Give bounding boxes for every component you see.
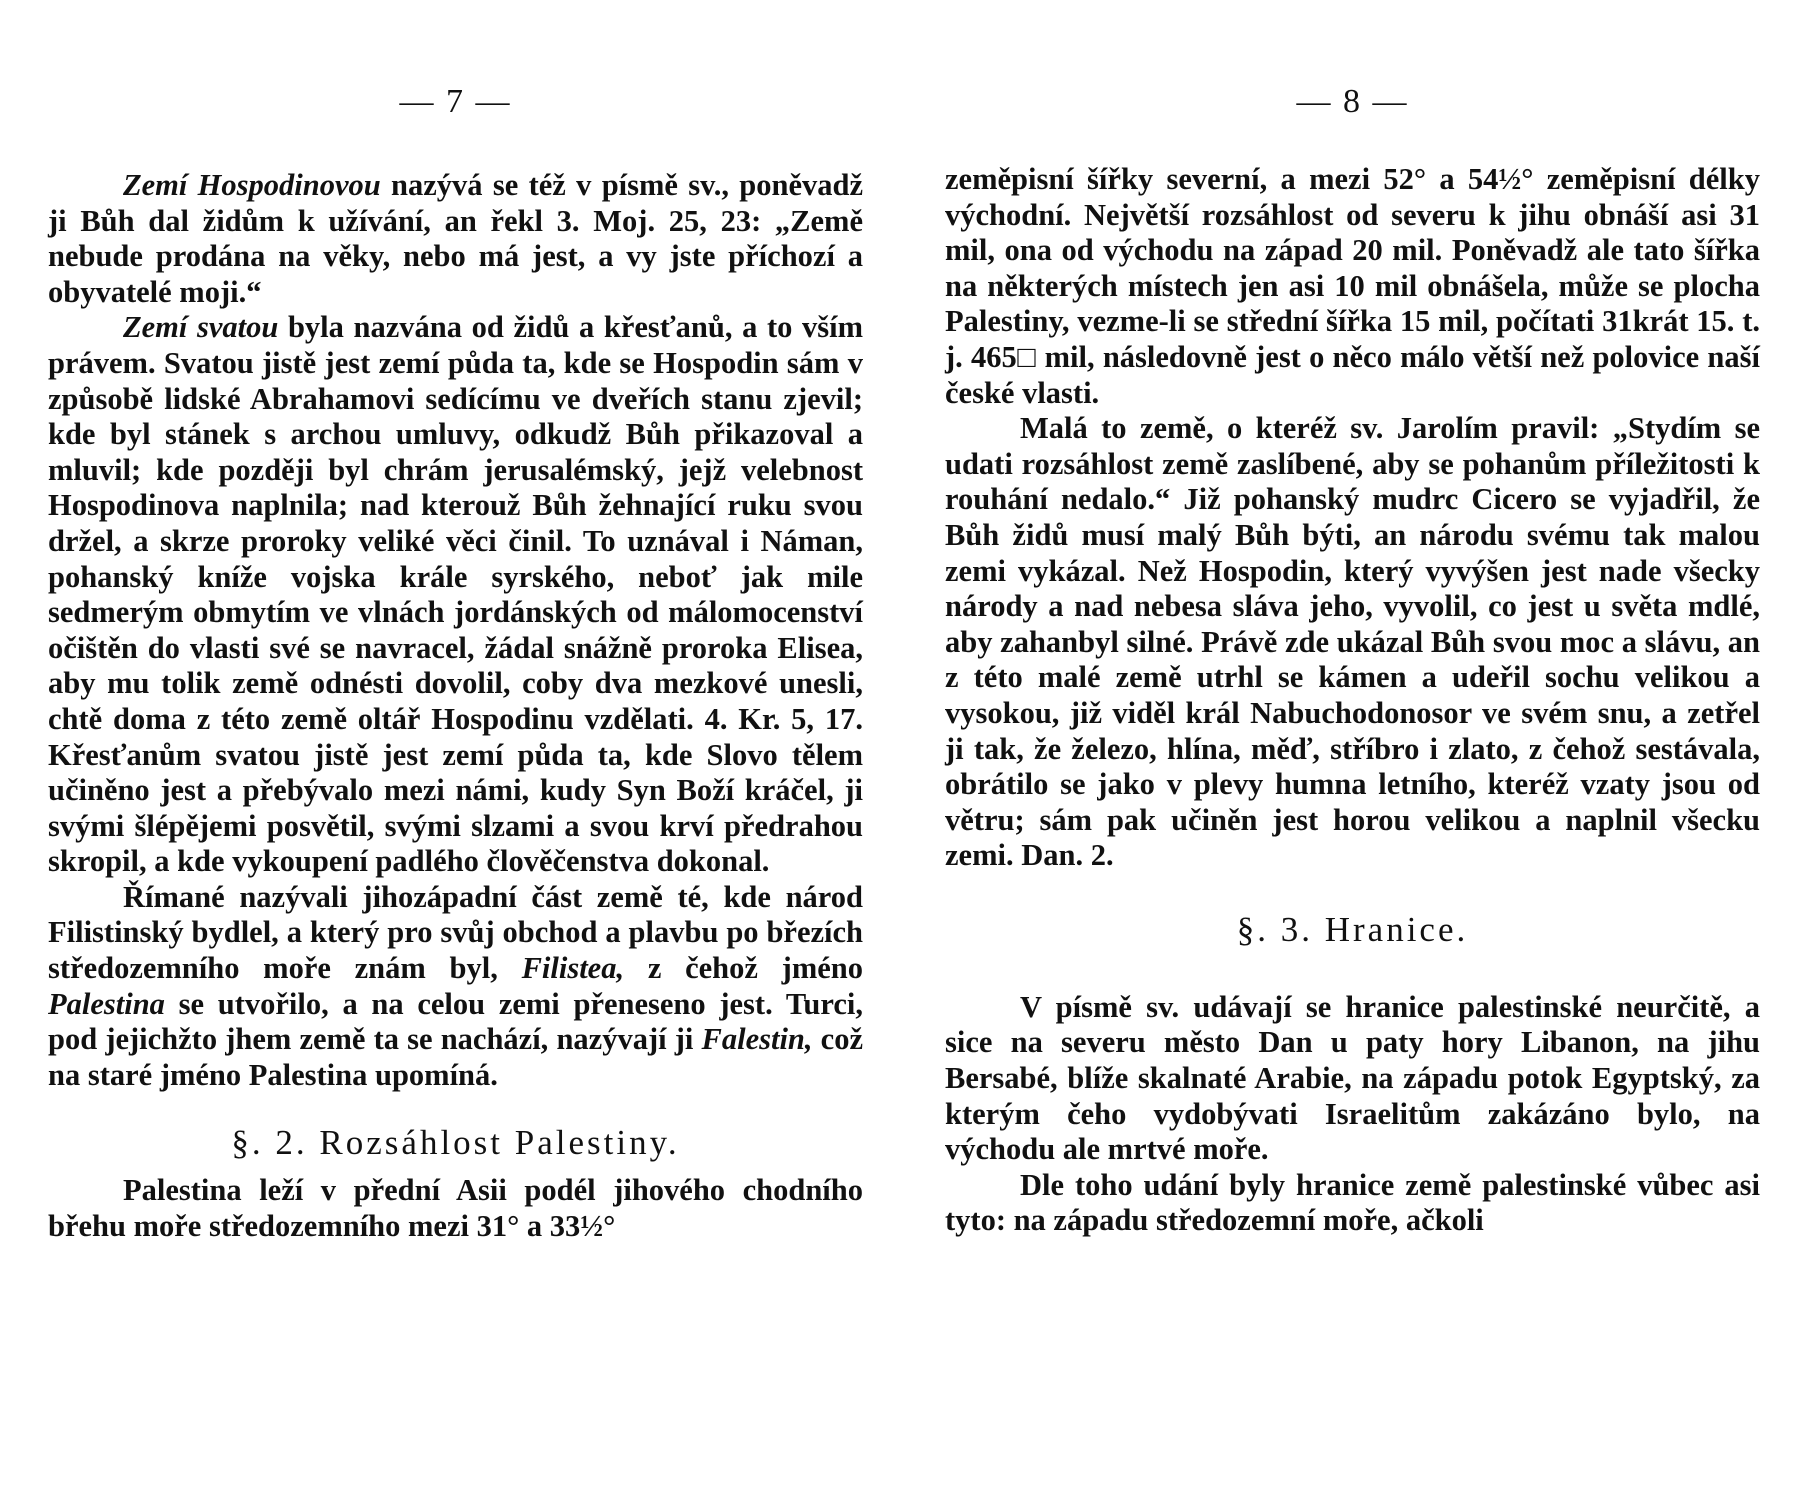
paragraph: zeměpisní šířky severní, a mezi 52° a 54½° zeměpisní délky východní. Největší rozsáhlost od severu k jihu obnáší asi 31 mil, ona od východu na západ 20 mil. Poněvadž ale tato šířka na některých místech jen asi 10 mil obnášela, může se plocha Palestiny, vezme-li se střední šířka 15 mil, počítati 31krát 15. t. j. 465□ mil, následovně jest o něco málo větší než polovice naší české vlasti. <box>945 162 1760 410</box>
italic-term: Zemí Hospodinovou <box>123 168 381 202</box>
right-page <box>945 0 1760 1500</box>
section-heading: §. 3. Hranice. <box>1236 909 1469 949</box>
paragraph: Zemí svatou byla nazvána od židů a křesťanů, a to vším právem. Svatou jistě jest zemí půda ta, kde se Hospodin sám v způsobě lidské Abrahamovi sedícímu ve dveřích stanu zjevil; kde byl stánek s archou umluvy, odkudž Bůh přikazoval a mluvil; kde později byl chrám jerusalémský, jejž velebnost Hospodinova naplnila; nad kterouž Bůh žehnající ruku svou držel, a skrze proroky veliké věci činil. To uznával i Náman, pohanský kníže vojska krále syrského, neboť jak mile sedmerým obmytím ve vlnách jordánských od málomocenství očištěn do vlasti své se navracel, žádal snážně proroka Elisea, aby mu tolik země odnésti dovolil, coby dva mezkové unesli, chtě doma z této země oltář Hospodinu vzdělati. 4. Kr. 5, 17. Křesťanům svatou jistě jest zemí půda ta, kde Slovo tělem učiněno jest a přebývalo mezi námi, kudy Syn Boží kráčel, ji svými šlépějemi posvětil, svými slzami a svou krví předrahou skropil, a kde vykoupení padlého člověčenstva dokonal. <box>48 310 863 879</box>
section-heading: §. 2. Rozsáhlost Palestiny. <box>231 1123 680 1163</box>
italic-term: Zemí svatou <box>123 310 279 345</box>
italic-term: Filistea, <box>521 951 625 986</box>
paragraph: Palestina leží v přední Asii podél jihového chodního břehu moře středozemního mezi 31° a 33½° <box>48 1173 863 1244</box>
paragraph: Římané nazývali jihozápadní část země té, kde národ Filistinský bydlel, a který pro svůj obchod a plavbu po březích středozemního moře znám byl, Filistea, z čehož jméno Palestina se utvořilo, a na celou zemi přeneseno jest. Turci, pod jejichžto jhem země ta se nachází, nazývají ji Falestin, což na staré jméno Palestina upomíná. <box>48 879 864 1092</box>
paragraph: V písmě sv. udávají se hranice palestinské neurčitě, a sice na severu město Dan u paty hory Libanon, na jihu Bersabé, blíže skalnaté Arabie, na západu potok Egyptský, za kterým čeho vydobývati Israelitům zakázáno bylo, na východu ale mrtvé moře. <box>945 989 1760 1167</box>
paragraph: Zemí Hospodinovou nazývá se též v písmě sv., poněvadž ji Bůh dal židům k užívání, an řekl 3. Moj. 25, 23: „Země nebude prodána na věky, nebo má jest, a vy jste příchozí a obyvatelé moji.“ <box>48 168 863 309</box>
paragraph: Malá to země, o kteréž sv. Jarolím pravil: „Stydím se udati rozsáhlost země zaslíbené, aby se pohanům příležitosti k rouhání nedalo.“ Již pohanský mudrc Cicero se vyjadřil, že Bůh židů musí malý Bůh býti, an národu svému tak malou zemi vykázal. Než Hospodin, který vyvýšen jest nade všecky národy a nad nebesa sláva jeho, vyvolil, co jest u světa mdlé, aby zahanbyl silné. Právě zde ukázal Bůh svou moc a slávu, an z této malé země utrhl se kámen a udeřil sochu velikou a vysokou, již viděl král Nabuchodonosor ve svém snu, a zetřel ji tak, že železo, hlína, měď, stříbro i zlato, z čehož sestávala, obrátilo se jako v plevy humna letního, kteréž vzaty jsou od větru; sám pak učiněn jest horou velikou a naplnil všecku zemi. Dan. 2. <box>945 411 1760 873</box>
italic-term: Falestin, <box>701 1022 813 1057</box>
left-page <box>48 0 863 1500</box>
page-body <box>48 168 863 1245</box>
page-body <box>945 162 1760 1239</box>
page-number: — 8 — <box>1296 83 1409 120</box>
paragraph: Dle toho udání byly hranice země palestinské vůbec asi tyto: na západu středozemní moře, ačkoli <box>945 1167 1760 1238</box>
italic-term: Palestina <box>48 986 165 1021</box>
page-number: — 7 — <box>399 83 512 120</box>
